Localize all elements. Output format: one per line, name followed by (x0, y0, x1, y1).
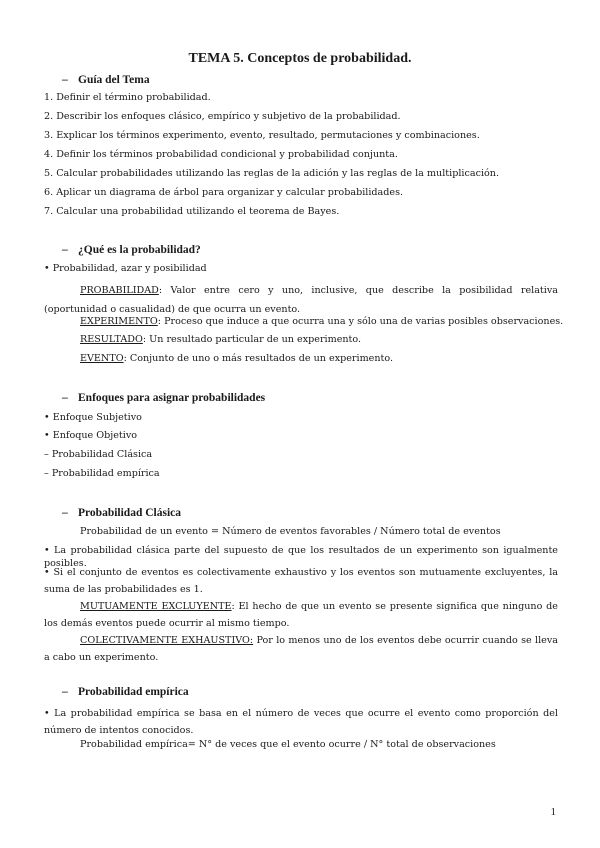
guia-item: 3. Explicar los términos experimento, evento, resultado, permutaciones y combinaciones. (44, 130, 480, 141)
definition-evento: EVENTO: Conjunto de uno o más resultados de un experimento. (80, 353, 394, 364)
enfoques-item: • Enfoque Subjetivo (44, 412, 142, 423)
guia-item: 1. Definir el término probabilidad. (44, 92, 211, 103)
enfoques-item: – Probabilidad empírica (44, 468, 160, 479)
heading-marker: – (62, 244, 68, 256)
definition-probabilidad: PROBABILIDAD: Valor entre cero y uno, inclusive, que describe la posibilidad relativa (oportunidad o casualidad) de que ocurra un evento. (44, 285, 558, 315)
section-heading-guia: – Guía del Tema (62, 73, 150, 89)
guia-item: 6. Aplicar un diagrama de árbol para organizar y calcular probabilidades. (44, 187, 404, 198)
page-title: TEMA 5. Conceptos de probabilidad. (188, 51, 412, 66)
heading-marker: – (62, 74, 68, 86)
section-heading-que-es: – ¿Qué es la probabilidad? (62, 243, 201, 259)
guia-item: 7. Calcular una probabilidad utilizando el teorema de Bayes. (44, 206, 340, 217)
definition-colectivamente-exhaustivo: COLECTIVAMENTE EXHAUSTIVO: Por lo menos uno de los eventos debe ocurrir cuando se lleva a cabo un experimento. (44, 635, 558, 663)
definition-mutuamente-excluyente: MUTUAMENTE EXCLUYENTE: El hecho de que un evento se presente significa que ninguno de los demás eventos puede ocurrir al mismo tiempo. (44, 601, 558, 629)
definition-resultado: RESULTADO: Un resultado particular de un experimento. (80, 334, 362, 345)
definition-experimento: EXPERIMENTO: Proceso que induce a que ocurra una y sólo una de varias posibles observaciones. (80, 316, 564, 327)
que-es-bullet: • Probabilidad, azar y posibilidad (44, 263, 207, 274)
section-heading-empirica: – Probabilidad empírica (62, 685, 189, 701)
page-number: 1 (550, 806, 556, 819)
guia-item: 4. Definir los términos probabilidad condicional y probabilidad conjunta. (44, 149, 398, 160)
empirica-formula: Probabilidad empírica= N° de veces que el evento ocurre / N° total de observaciones (80, 739, 496, 750)
clasica-formula: Probabilidad de un evento = Número de eventos favorables / Número total de eventos (80, 526, 501, 537)
heading-marker: – (62, 392, 68, 404)
empirica-bullet: • La probabilidad empírica se basa en el número de veces que ocurre el evento como proporción del número de intentos conocidos. (44, 708, 558, 736)
section-heading-enfoques: – Enfoques para asignar probabilidades (62, 391, 265, 407)
guia-item: 2. Describir los enfoques clásico, empírico y subjetivo de la probabilidad. (44, 111, 401, 122)
enfoques-item: • Enfoque Objetivo (44, 430, 138, 441)
heading-marker: – (62, 686, 68, 698)
clasica-bullet: • Si el conjunto de eventos es colectivamente exhaustivo y los eventos son mutuamente excluyentes, la suma de las probabilidades es 1. (44, 567, 558, 595)
clasica-bullet: • La probabilidad clásica parte del supuesto de que los resultados de un experimento son igualmente posibles. (44, 545, 558, 569)
enfoques-item: – Probabilidad Clásica (44, 449, 153, 460)
guia-item: 5. Calcular probabilidades utilizando las reglas de la adición y las reglas de la multiplicación. (44, 168, 500, 179)
heading-marker: – (62, 507, 68, 519)
section-heading-clasica: – Probabilidad Clásica (62, 506, 181, 522)
